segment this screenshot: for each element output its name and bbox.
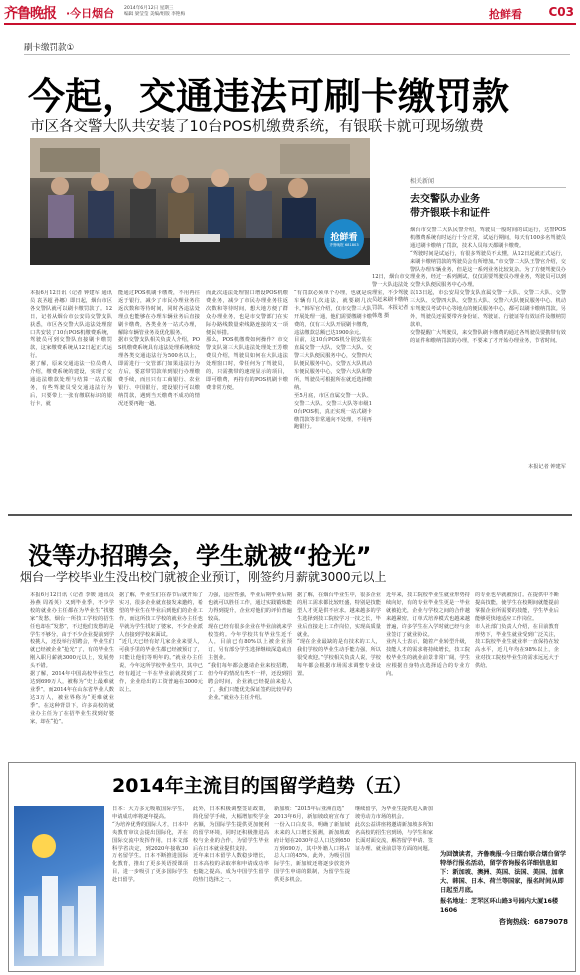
article3-column-2: 此外，日本积极调整签证政策，简化留学手续，大幅增加奖学金名额，为国际学生提供更加便利的留学环境，同时还积极推进高校与企业的合作，为留学生毕业后在日本就业提供支持。 近年来日本留学人数稳步增长，日本高校的录取率和申请成功率也随之提高，成为中国学生留学的热门选择之一。 [193,806,269,884]
article2-column-1: 本报6月12日讯（记者 李媛 通讯员 孙燕 周希英）又到毕业季，不少学校的就业办主任都在为毕业生“找婆家”发愁，烟台一所技工学校的招生任也却在“发愁”，不过他们发愁的是学生不够分，由于不少企业提前到学校挑人，还没举行招聘会，毕业生们就已经被企业“抢光”了，有的毕业生刚入职月薪就3000元以上，发展势头不错。 据了解，2014年中国高校毕业生已达到699万人，被称为“史上最难就业季”，而2014年在山东省毕业人数达3万人，被业界称为“更难就业季”。在这种背景下，许多高校的就业办主任为了在招毕业生找到好婆家，却在“抢”。 [30,592,114,725]
related-body: 烟台市交警二大队民警介绍，驾驶员一般时间的试运行，达警POS机缴费系统有时运行十分正常，试运行期间，每天有100多名驾驶员通过刷卡缴纳了罚款，技术人员每天都刷卡缴费。 “驾驶时间是试运行，有很多驾驶员不太懂，从12日起就正式运行，来刷卡缴纳罚款的驾驶员会有所增加。”市交警二大队王警官介绍，交警队办理车辆业务，但是这一系列业务比较复杂。为了方便驾驶员办理业务，经过一系列测试，仅仅需要驾驶员办理业务，驾驶员可以到交警大队便民服务中心办理。 以13日起，市公安局交警支队直属交警一大队、交警二大队、交警三大队、交警四大队、交警五大队、交警六大队便民服务中心、机动车驾驶员考试中心等地点的便民服务中心，都可以刷卡缴纳罚款。另外，驾驶员还需要带齐身份证、驾驶证、行驶证等有效证件及缴纳罚款单。 交警提醒广大驾驶员，来交警队刷卡缴费的通过各驾驶员要携带有效的证件和缴纳罚款的办理，不要来了才开始办理业务，节省时间。 [410,227,566,344]
issue-date: 2014年6月12日 星期三 [124,6,174,11]
article2-column-5: 近年来，技工院校毕业生就业形势持续向好，有的专业毕业生更是一毕业就被抢光，企业与学校之间的合作越来越紧密，订单式培养模式也越来越普遍，许多学生在入学时就已经与企业签订了就业协议。 业内人士表示，随着产业转型升级，技能人才的需求将持续增长，技工院校毕业生的就业前景非常广阔，学生应根据自身特点选择适合的专业方向。 [386,592,470,678]
article2-subhead: 烟台一学校毕业生没出校门就被企业预订，刚签约月薪就3000元以上 [20,570,387,584]
kicker-rule [24,54,570,55]
article1-column-4: “有罚款必须单个办理，也就是说车辆有几次违法，就要刷几次卡。”韩军官介绍，仅市交警三大队开展处理一通，他们需要缴刷卡缴费的，仅有三大队开展刷卡缴费，违法缴款总额已达1900余元。 目前，这10台POS机分别安装在直属交警一大队、交警二大队、交警三大队便民服务中心，交警四大队便民服务中心，交警五大队机动车便民服务中心，交警六大队和警所，驾驶员可根据所在就近选择缴纳。 至5月底，市区直属交警一大队、交警二大队、交警三大队等市级10台POS机，真正实现一站式刷卡缴罚款等非常通向不处理，不用再跑银行。 [294,290,372,431]
article2-column-4: 据了解，在烟台毕业生中，很多企业的用工需求都比较旺盛，特别是技能型人才更是供不应求。越来越多的学生选择到技工院校学习一技之长，毕业后直接走上工作岗位，实现高质量就业。 “现在企业最缺的是有技术的工人，我们学校的毕业生动手能力强，所以很受欢迎。”学校相关负责人说，学校每年都会根据市场需求调整专业设置。 [297,592,381,678]
related-title-1: 去交警队办业务 [410,194,480,205]
article1-subhead: 市区各交警大队共安装了10台POS机缴费系统，有银联卡就可现场缴费 [30,119,484,135]
related-news-tag: 相关新闻 [410,176,566,188]
section-divider-1 [8,514,572,516]
section-name: ·今日烟台 [66,7,115,20]
photo-badge-sub: 齐鲁晚报 681803 [329,243,359,247]
article1-column-2: 能通过POS机刷卡缴费，不用再往返于银行，减少了市民办理业务往返次数和等待时间，同时各违法处理点也能够在办理车辆业务后直接刷卡缴费，各类业务一站式办理，解除车辆管业务及优化服务。 据市交警支队相关负责人介绍，POS机缴费系统具有违法处理系统和处理各类交通违法行为500名以上，即需进行一交管部门如果违法行为方后，要意带罚款单到银行办理缴费手续，而且只有工商银行、农业银行、中国银行，建设银行可以缴纳罚款，遇到当天缴费不成功的情况还要再跑一趟。 [118,290,200,407]
article1-column-3: 而此次违法处理窗口增设POS机缴费业务，减少了市民办理业务往返次数和等待时间，想大地方便了群众办理业务，也是市交警部门在实际办路线数量索线路连接的又一项便民举措。 那么，POS机缴费如何操作？市交警支队第三大队违法处理处王芳缴费员介绍，驾驶员如何在大队违法处理窗口时，带任何为了驾驶员，的，只需携带的速现显示的项目，即可缴费，再持有的POS机刷卡缴费非常方便。 [206,290,288,391]
signup-info-box [440,850,568,965]
page-number: C03 [548,5,574,19]
article3-headline: 2014年主流目的国留学趋势（五） [112,775,412,797]
masthead-logo: 齐鲁晚报 [4,6,56,22]
article2-column-6: 的专业也早就被预订。在提供中不断提高技能，使学生在校期间就能提前掌握企业所需要的技能，学生毕业后能够更快地适应工作岗位。 市人社部门负责人介绍，在目前教育形势下，毕业生就业受到广泛关注，技工院校毕业生就业率一直保持在较高水平，近几年均在98%以上，企业对技工院校毕业生的需求远远大于供给。 [475,592,559,670]
promo-graphic [14,806,104,966]
article1-column-1: 本报6月12日讯（记者 钟建军 通讯员 袁圣超 孙娜）即日起，烟台市区各交警队就可以刷卡缴罚款了。12日，记者从烟台市公安局交警支队获悉，市区各交警大队违法处理窗口共安装了10台POS机缴费系统，驾驶员可到交警队直接刷卡缴罚款，这家缴费系统从12日起正式运行。 据了解，原来交通违法一位员费人介绍，缴费系统的建设，实现了交通违法缴款处理与结算一站式服务，有些驾驶员受交通违法行为后，只要带上一张有缴联标识的银行卡，就 [30,290,112,407]
article1-headline: 今起，交通违法可刷卡缴罚款 [28,75,509,118]
article1-kicker: 刷卡缴罚款① [24,43,75,53]
article2-headline: 没等办招聘会，学生就被“抢光” [28,542,372,570]
article3-column-3: 新加坡：“2015年后亚洲首选” 2013年6月，新加坡政府宣布了一份入口白皮书，明确了新加坡未来的人口增长预测，新加坡政府计划在2030年总人口达到650万到690万，其中外籍人口将占总人口的45%，此外，为吸引国际学生，新加坡还将逐步放宽外国学生申请的限制，为留学生提供更多机会。 [274,806,350,884]
signup-info-body: 为回馈读者，齐鲁晚报·今日烟台联合烟台留学特举行报名活动，留学咨询报名详细信息如下：新加坡、澳洲、英国、法国、美国、加拿大、韩国、日本、荷兰等国家，报名时间从即日起至月底。 [440,851,567,894]
related-title-2: 带齐银联卡和证件 [410,208,490,219]
related-byline: 本报记者 钟建军 [528,464,566,470]
issue-meta [124,6,185,18]
photo-caption: 12日，烟台市交警一大队违法处理室，不少驾驶员赶来刷卡缴纳罚款。本报记者 韩逸 摄 [372,274,410,319]
issue-editors: 编辑 梁莹莹 美编/组版 李艳梅 [124,12,186,17]
article3-column-1: 日本：大力多元吸收国际学生，申请成功率将逐年提高。 “为培养优秀的国际人才，日本中央教育审议会提出国际化，并在国际交流中发挥作用，日本文部科学省决定，到2020年接收30万名留学生。日本不断推进国际化教育，推出了更多英语授课项目，进一步吸引了更多国际学生赴日留学。 [112,806,188,884]
article2-column-2: 据了解，毕业生们在春节后就开始了实习，很多企业就直接发来邀约，希望的毕业生在毕业后到他们的企业工作，而这所技工学校的就业办主任也早就为学生找好了婆家，不少企业派人直接到学校来面试。 “近几天已经有好几家企业来要人，可我手里的毕业生都已经被预订了，只能让他们等明年的。”就业办主任说，今年这所学校毕业生中，其中已经有超过一半在毕业前就找到了工作，企业给出的工资普遍在3000元以上。 [119,592,203,693]
related-news-box [410,176,566,488]
city-skyline-illustration [14,806,104,966]
photo-badge-label: 抢鲜看 [330,233,358,243]
column-name: 抢鲜看 [489,8,522,21]
photo-people-illustration [30,138,370,265]
signup-phone: 咨询热线：6879078 [498,918,568,926]
article3-column-4: 继续留学，为毕业生提供进入新加坡劳动力市场的机会。 此次公益讲座将邀请新加坡多所知名高校的招生官到场，与学生和家长面对面交流，解答留学申请、签证办理、就业前景等方面的问题。 [355,806,433,852]
signup-address: 报名地址：芝罘区环山路3号园内大厦16楼1606 [440,898,559,914]
article2-column-3: 力强，适应性强，毕业后期毕业后期也就可以胜任工作，通过实践锻炼能力得到提升，企业对他们的评价普遍较高。 现在已经有很多企业在毕业前就来学校签约。今年学校共有毕业生近千人，目前已有80%以上被企业预订，另有部分学生选择继续深造或自主创业。 “我们每年都会邀请企业来校招聘，但今年的情况有些不一样，还没到招聘会时间，企业就已经提前来抢人了，我们只能优先保证签约比较早的企业。”就业办主任介绍。 [208,592,292,701]
header-rule [4,23,576,25]
photo-badge [324,219,364,259]
news-photo [30,138,370,265]
